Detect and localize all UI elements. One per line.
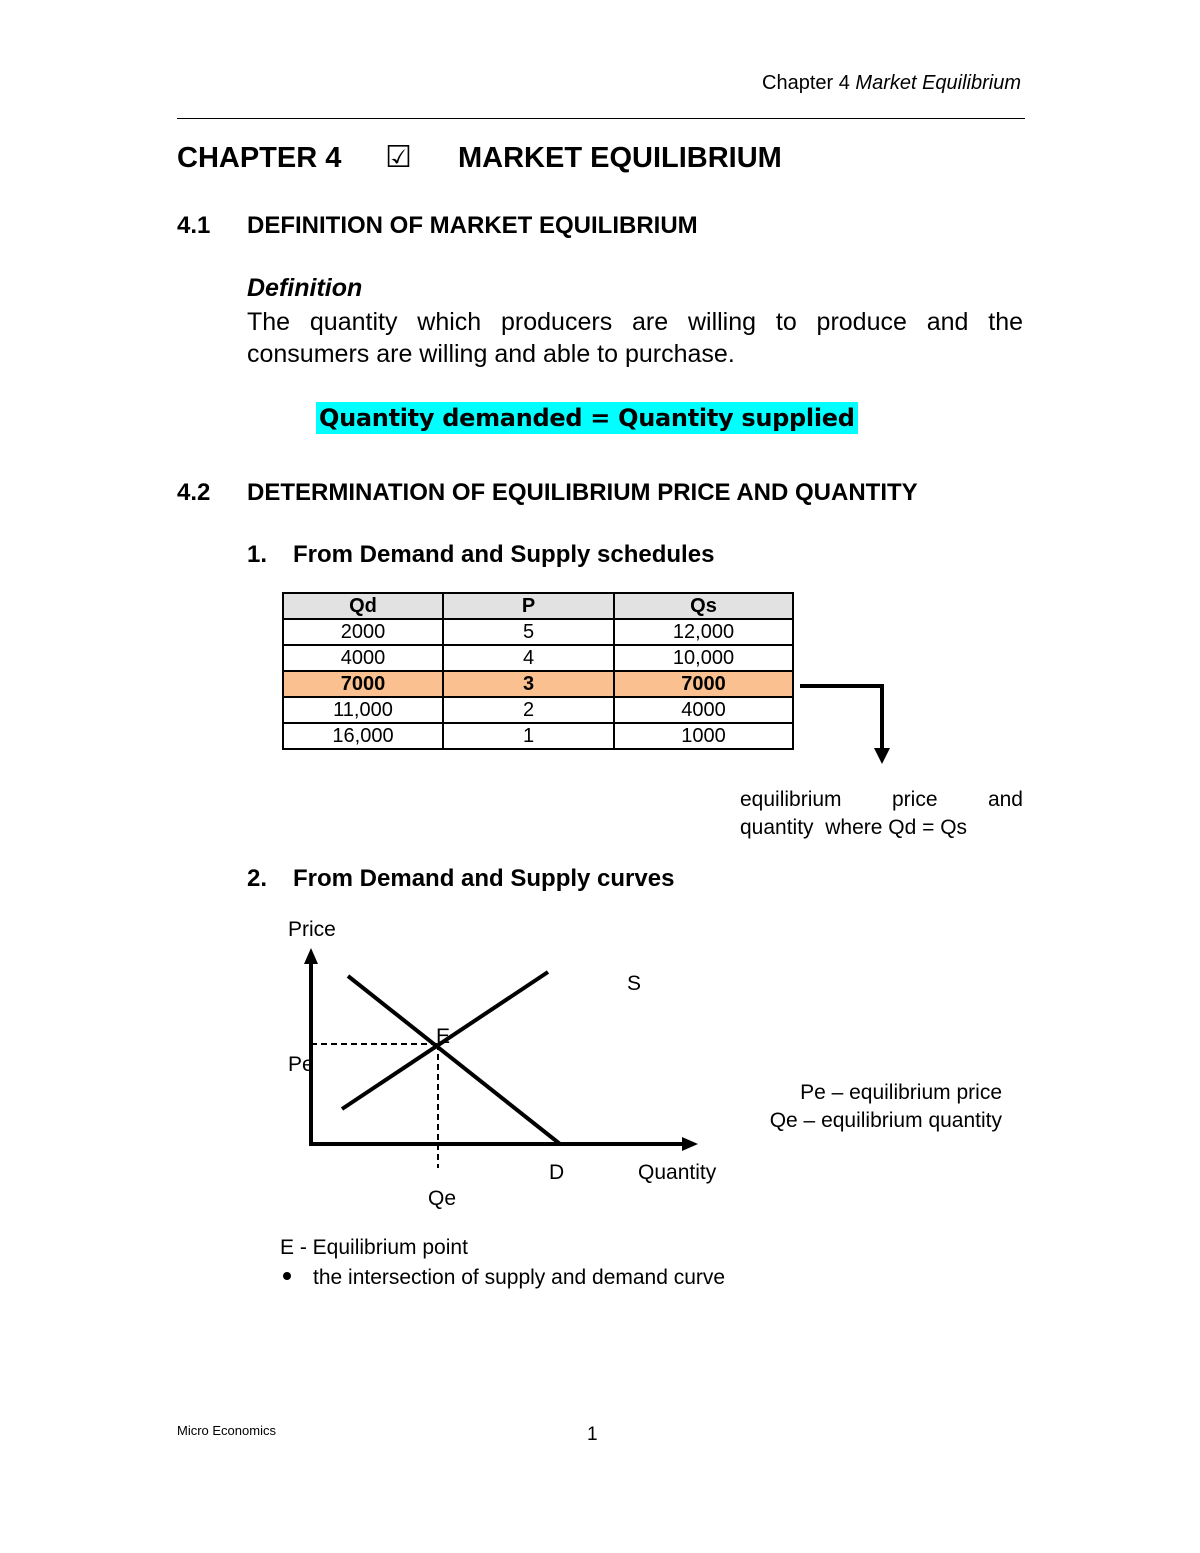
x-axis-arrow-icon	[682, 1137, 698, 1151]
page-number: 1	[587, 1424, 598, 1445]
table-row	[283, 645, 793, 671]
cell-p: 4	[443, 645, 614, 671]
supply-demand-diagram	[280, 940, 710, 1175]
equilibrium-point-label: E	[436, 1025, 451, 1048]
cell-p: 3	[443, 671, 614, 697]
note-line-2: quantity where Qd = Qs	[740, 816, 968, 839]
y-axis-arrow-icon	[304, 948, 318, 964]
section-1-title: DEFINITION OF MARKET EQUILIBRIUM	[247, 212, 698, 239]
column-header-qd: Qd	[283, 593, 443, 619]
equilibrium-point-text: E - Equilibrium point	[280, 1236, 468, 1259]
chapter-label: CHAPTER 4	[177, 142, 342, 174]
diagram-legend	[740, 1079, 1002, 1135]
subsection-1-title: From Demand and Supply schedules	[293, 541, 715, 568]
table-row	[283, 723, 793, 749]
supply-label: S	[627, 972, 642, 995]
table-row	[283, 697, 793, 723]
legend-item: Qe – equilibrium quantity	[769, 1109, 1002, 1132]
cell-p: 2	[443, 697, 614, 723]
quantity-label: Qe	[428, 1187, 457, 1210]
note-line-1	[740, 786, 1023, 814]
header-title: Market Equilibrium	[855, 72, 1022, 94]
x-axis-label: Quantity	[638, 1161, 717, 1184]
equilibrium-arrow	[796, 680, 896, 766]
bullet-item	[283, 1266, 725, 1290]
cell-qs: 4000	[614, 697, 793, 723]
table-header-row	[283, 593, 793, 619]
cell-qd: 11,000	[283, 697, 443, 723]
cell-qd: 7000	[283, 671, 443, 697]
column-header-p: P	[443, 593, 614, 619]
cell-qs: 7000	[614, 671, 793, 697]
legend-item: Pe – equilibrium price	[800, 1081, 1002, 1104]
cell-p: 1	[443, 723, 614, 749]
arrow-head-icon	[874, 748, 890, 764]
subsection-1-number: 1.	[247, 541, 268, 568]
header-rule	[177, 118, 1025, 119]
cell-qs: 1000	[614, 723, 793, 749]
bullet-icon	[283, 1272, 291, 1280]
cell-qd: 4000	[283, 645, 443, 671]
section-2-title: DETERMINATION OF EQUILIBRIUM PRICE AND QUANTITY	[247, 479, 918, 506]
demand-label: D	[549, 1161, 565, 1184]
price-label: Pe	[288, 1053, 314, 1076]
table-row-equilibrium	[283, 671, 793, 697]
chapter-title: MARKET EQUILIBRIUM	[458, 142, 782, 174]
demand-curve	[348, 976, 560, 1144]
note-word: equilibrium	[740, 788, 842, 811]
bullet-text: the intersection of supply and demand curve	[313, 1266, 726, 1289]
footer-course: Micro Economics	[177, 1423, 276, 1438]
cell-qd: 2000	[283, 619, 443, 645]
checkbox-icon: ☑	[385, 140, 412, 175]
definition-heading: Definition	[247, 274, 363, 302]
running-header	[762, 72, 1021, 95]
definition-text: The quantity which producers are willing to produce and the consumers are willing and able to purchase.	[247, 308, 1023, 368]
demand-supply-schedule	[282, 592, 794, 750]
section-2-number: 4.2	[177, 479, 211, 506]
equilibrium-formula: Quantity demanded = Quantity supplied	[316, 402, 858, 434]
section-1-number: 4.1	[177, 212, 211, 239]
header-chapter: Chapter 4	[762, 72, 850, 94]
cell-qd: 16,000	[283, 723, 443, 749]
column-header-qs: Qs	[614, 593, 793, 619]
subsection-2-number: 2.	[247, 865, 268, 892]
cell-qs: 12,000	[614, 619, 793, 645]
subsection-2-title: From Demand and Supply curves	[293, 865, 675, 892]
cell-p: 5	[443, 619, 614, 645]
y-axis-label: Price	[288, 918, 336, 941]
note-word: price	[891, 788, 938, 811]
note-word: and	[987, 788, 1023, 811]
arrow-line	[800, 686, 882, 750]
table-row	[283, 619, 793, 645]
cell-qs: 10,000	[614, 645, 793, 671]
equilibrium-note	[740, 786, 1023, 842]
